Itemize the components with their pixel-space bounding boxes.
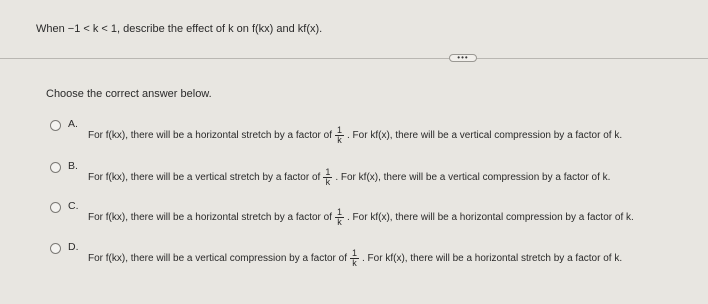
fraction-denominator: k [352, 258, 357, 268]
option-text [88, 126, 622, 145]
fraction-numerator: 1 [336, 125, 342, 135]
fraction [335, 208, 344, 227]
option-text-after: . For kf(x), there will be a vertical compression by a factor of k. [347, 130, 623, 141]
option-c[interactable] [50, 200, 700, 230]
fraction [350, 249, 359, 268]
radio-button[interactable] [50, 202, 61, 213]
instruction-text: Choose the correct answer below. [46, 88, 212, 100]
option-text-after: . For kf(x), there will be a horizontal compression by a factor of k. [347, 212, 634, 223]
option-d[interactable] [50, 241, 700, 271]
option-a[interactable] [50, 118, 700, 148]
option-text-before: For f(kx), there will be a horizontal stretch by a factor of [88, 212, 332, 223]
option-text-before: For f(kx), there will be a vertical compression by a factor of [88, 253, 347, 264]
option-letter: B. [68, 160, 78, 172]
fraction-denominator: k [337, 135, 342, 145]
option-text-after: . For kf(x), there will be a horizontal stretch by a factor of k. [362, 253, 623, 264]
fraction-numerator: 1 [325, 167, 331, 177]
fraction [335, 126, 344, 145]
radio-button[interactable] [50, 162, 61, 173]
option-letter: A. [68, 118, 78, 130]
fraction-denominator: k [337, 217, 342, 227]
option-text [88, 208, 634, 227]
option-text [88, 168, 610, 187]
radio-button[interactable] [50, 243, 61, 254]
radio-button[interactable] [50, 120, 61, 131]
fraction-numerator: 1 [351, 248, 357, 258]
option-text-before: For f(kx), there will be a horizontal stretch by a factor of [88, 130, 332, 141]
option-text [88, 249, 622, 268]
divider [0, 58, 708, 59]
fraction-numerator: 1 [336, 207, 342, 217]
fraction [323, 168, 332, 187]
fraction-denominator: k [325, 177, 331, 187]
option-text-after: . For kf(x), there will be a vertical compression by a factor of k. [335, 172, 611, 183]
option-letter: D. [68, 241, 79, 253]
question-text: When −1 < k < 1, describe the effect of k on f(kx) and kf(x). [36, 23, 323, 35]
expand-more-button[interactable]: ••• [449, 54, 477, 62]
option-b[interactable] [50, 160, 700, 190]
option-text-before: For f(kx), there will be a vertical stretch by a factor of [88, 172, 321, 183]
option-letter: C. [68, 200, 79, 212]
